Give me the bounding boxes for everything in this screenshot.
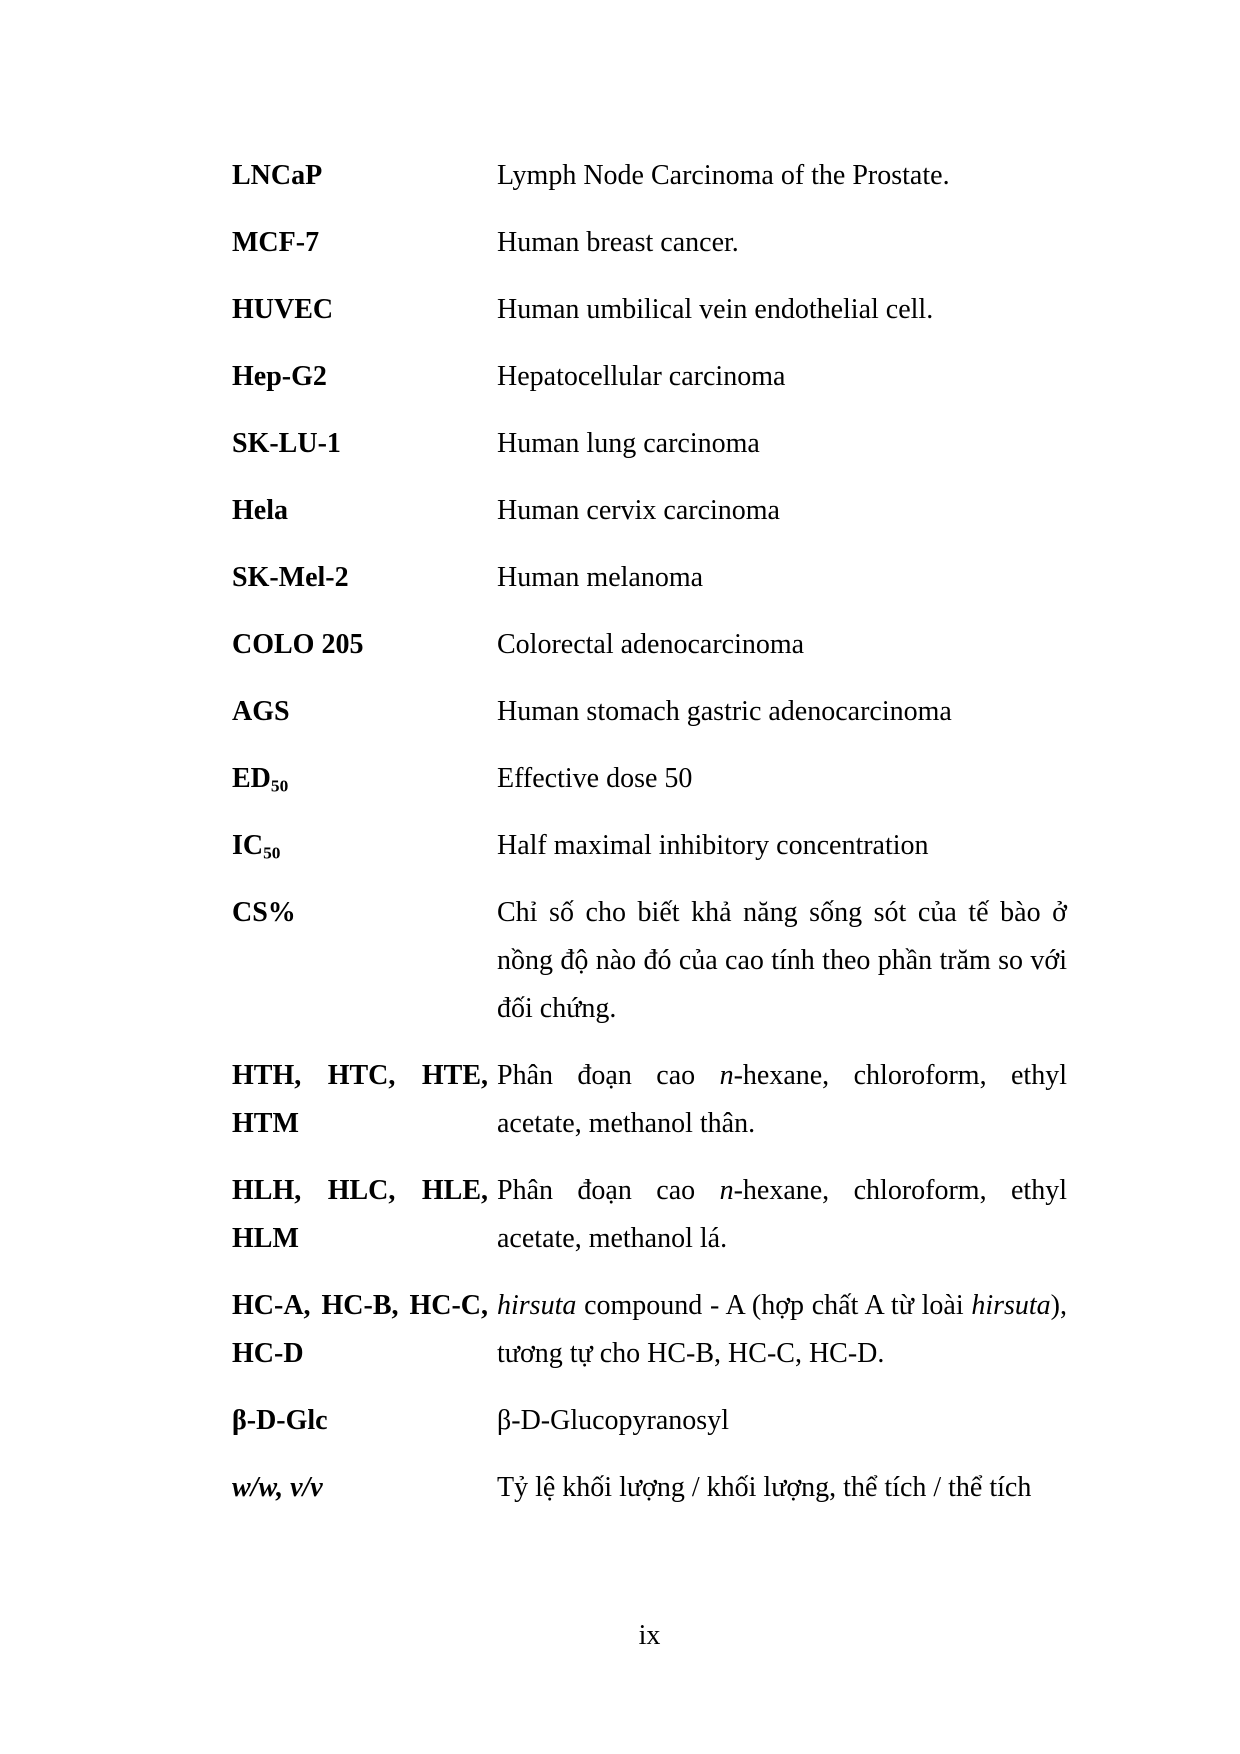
- abbreviation-row: [232, 688, 1072, 736]
- text-run: Hepatocellular carcinoma: [497, 361, 786, 392]
- abbreviation-term: [232, 286, 488, 334]
- abbreviation-definition: [497, 621, 1067, 669]
- text-run: β-D-Glucopyranosyl: [497, 1405, 729, 1436]
- abbreviation-definition: [497, 822, 1067, 870]
- text-run: Phân đoạn cao: [497, 1060, 720, 1091]
- abbreviation-definition: [497, 889, 1067, 1033]
- text-run: MCF-7: [232, 227, 320, 258]
- text-run: HTH, HTC, HTE, HTM: [232, 1060, 488, 1139]
- text-run: Human umbilical vein endothelial cell.: [497, 294, 934, 325]
- abbreviation-row: [232, 353, 1072, 401]
- text-run: ED: [232, 763, 271, 794]
- text-run: CS%: [232, 897, 296, 928]
- abbreviation-term: [232, 1052, 488, 1148]
- abbreviation-row: [232, 554, 1072, 602]
- text-run: IC: [232, 830, 264, 861]
- abbreviation-row: [232, 1282, 1072, 1378]
- text-run: -hexane, chloroform, ethyl acetate, methanol thân.: [497, 1060, 1067, 1139]
- text-run: Chỉ số cho biết khả năng sống sót của tế bào ở nồng độ nào đó của cao tính theo phần trăm so với đối chứng.: [497, 897, 1067, 1024]
- abbreviation-term: [232, 420, 488, 468]
- abbreviation-definition: [497, 420, 1067, 468]
- text-run: Human lung carcinoma: [497, 428, 760, 459]
- abbreviation-definition: [497, 1397, 1067, 1445]
- text-run: SK-LU-1: [232, 428, 341, 459]
- abbreviation-row: [232, 1167, 1072, 1263]
- abbreviation-row: [232, 152, 1072, 200]
- abbreviation-term: [232, 1167, 488, 1263]
- text-run: AGS: [232, 696, 290, 727]
- text-run: Half maximal inhibitory concentration: [497, 830, 929, 861]
- text-run: n: [719, 1175, 734, 1206]
- text-run: Lymph Node Carcinoma of the Prostate.: [497, 160, 950, 191]
- text-run: Hela: [232, 495, 288, 526]
- page-number: ix: [638, 1620, 661, 1651]
- abbreviation-definition: [497, 1167, 1067, 1263]
- abbreviation-definition: [497, 353, 1067, 401]
- text-run: SK-Mel-2: [232, 562, 349, 593]
- abbreviation-definition: [497, 688, 1067, 736]
- text-run: HLH, HLC, HLE, HLM: [232, 1175, 488, 1254]
- abbreviation-row: [232, 889, 1072, 1033]
- abbreviation-row: [232, 487, 1072, 535]
- text-run: Hep-G2: [232, 361, 327, 392]
- text-run: 50: [263, 843, 281, 863]
- text-run: HUVEC: [232, 294, 334, 325]
- abbreviation-list: [232, 152, 1072, 1531]
- text-run: compound - A (hợp chất A từ loài: [576, 1290, 972, 1321]
- text-run: Phân đoạn cao: [497, 1175, 720, 1206]
- text-run: n: [719, 1060, 734, 1091]
- abbreviation-row: [232, 1464, 1072, 1512]
- abbreviation-definition: [497, 286, 1067, 334]
- abbreviation-row: [232, 621, 1072, 669]
- text-run: Human breast cancer.: [497, 227, 739, 258]
- abbreviation-definition: [497, 152, 1067, 200]
- text-run: Human melanoma: [497, 562, 704, 593]
- text-run: w/w, v/v: [232, 1472, 323, 1503]
- abbreviation-term: [232, 487, 488, 535]
- abbreviation-row: [232, 219, 1072, 267]
- text-run: β-D-Glc: [232, 1405, 328, 1436]
- text-run: Human cervix carcinoma: [497, 495, 780, 526]
- abbreviation-definition: [497, 487, 1067, 535]
- text-run: LNCaP: [232, 160, 323, 191]
- text-run: Tỷ lệ khối lượng / khối lượng, thể tích / thể tích: [497, 1472, 1032, 1503]
- abbreviation-row: [232, 420, 1072, 468]
- abbreviation-row: [232, 1397, 1072, 1445]
- abbreviation-term: [232, 1464, 488, 1512]
- text-run: hirsuta: [971, 1290, 1051, 1321]
- text-run: Colorectal adenocarcinoma: [497, 629, 805, 660]
- abbreviation-term: [232, 755, 488, 803]
- abbreviation-definition: [497, 755, 1067, 803]
- abbreviation-term: [232, 152, 488, 200]
- text-run: -hexane, chloroform, ethyl acetate, methanol lá.: [497, 1175, 1067, 1254]
- text-run: 50: [270, 776, 289, 796]
- abbreviation-row: [232, 822, 1072, 870]
- text-run: HC-A, HC-B, HC-C, HC-D: [232, 1290, 488, 1369]
- text-run: Effective dose 50: [497, 763, 693, 794]
- abbreviation-term: [232, 219, 488, 267]
- text-run: COLO 205: [232, 629, 364, 660]
- abbreviation-term: [232, 1282, 488, 1378]
- abbreviation-term: [232, 889, 488, 937]
- abbreviation-term: [232, 822, 488, 870]
- abbreviation-row: [232, 1052, 1072, 1148]
- abbreviation-row: [232, 755, 1072, 803]
- text-run: ), tương tự cho HC-B, HC-C, HC-D.: [497, 1290, 1067, 1369]
- abbreviation-definition: [497, 219, 1067, 267]
- abbreviation-term: [232, 688, 488, 736]
- abbreviation-definition: [497, 1282, 1067, 1378]
- abbreviation-definition: [497, 1052, 1067, 1148]
- abbreviation-term: [232, 621, 488, 669]
- abbreviation-definition: [497, 554, 1067, 602]
- abbreviation-term: [232, 1397, 488, 1445]
- text-run: Human stomach gastric adenocarcinoma: [497, 696, 952, 727]
- abbreviation-row: [232, 286, 1072, 334]
- abbreviation-term: [232, 554, 488, 602]
- abbreviation-term: [232, 353, 488, 401]
- text-run: hirsuta: [497, 1290, 577, 1321]
- abbreviation-definition: [497, 1464, 1067, 1512]
